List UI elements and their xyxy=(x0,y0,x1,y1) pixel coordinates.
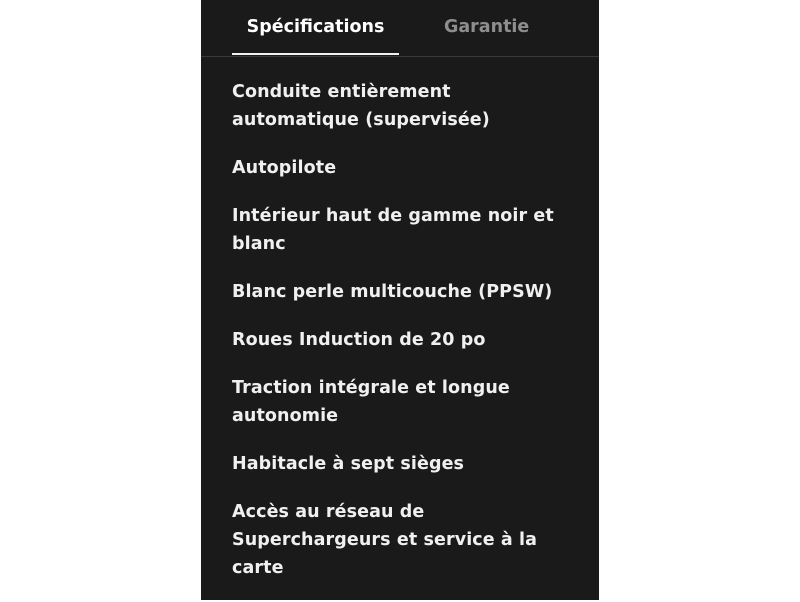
spec-item-wheels: Roues Induction de 20 po xyxy=(232,330,486,350)
spec-item-paint: Blanc perle multicouche (PPSW) xyxy=(232,282,553,302)
tab-bar xyxy=(201,0,599,57)
spec-item-seating: Habitacle à sept sièges xyxy=(232,454,465,474)
spec-item-supercharging: Accès au réseau de Superchargeurs et service à la carte xyxy=(232,502,538,578)
specifications-list xyxy=(232,78,580,602)
spec-item-interior: Intérieur haut de gamme noir et blanc xyxy=(232,206,554,254)
spec-item-full-self-driving: Conduite entièrement automatique (supervisée) xyxy=(232,82,490,130)
tab-warranty[interactable]: Garantie xyxy=(444,17,530,37)
specifications-panel xyxy=(201,0,599,600)
spec-item-autopilot: Autopilote xyxy=(232,158,337,178)
spec-item-drivetrain: Traction intégrale et longue autonomie xyxy=(232,378,510,426)
tab-specifications[interactable]: Spécifications xyxy=(232,16,399,55)
